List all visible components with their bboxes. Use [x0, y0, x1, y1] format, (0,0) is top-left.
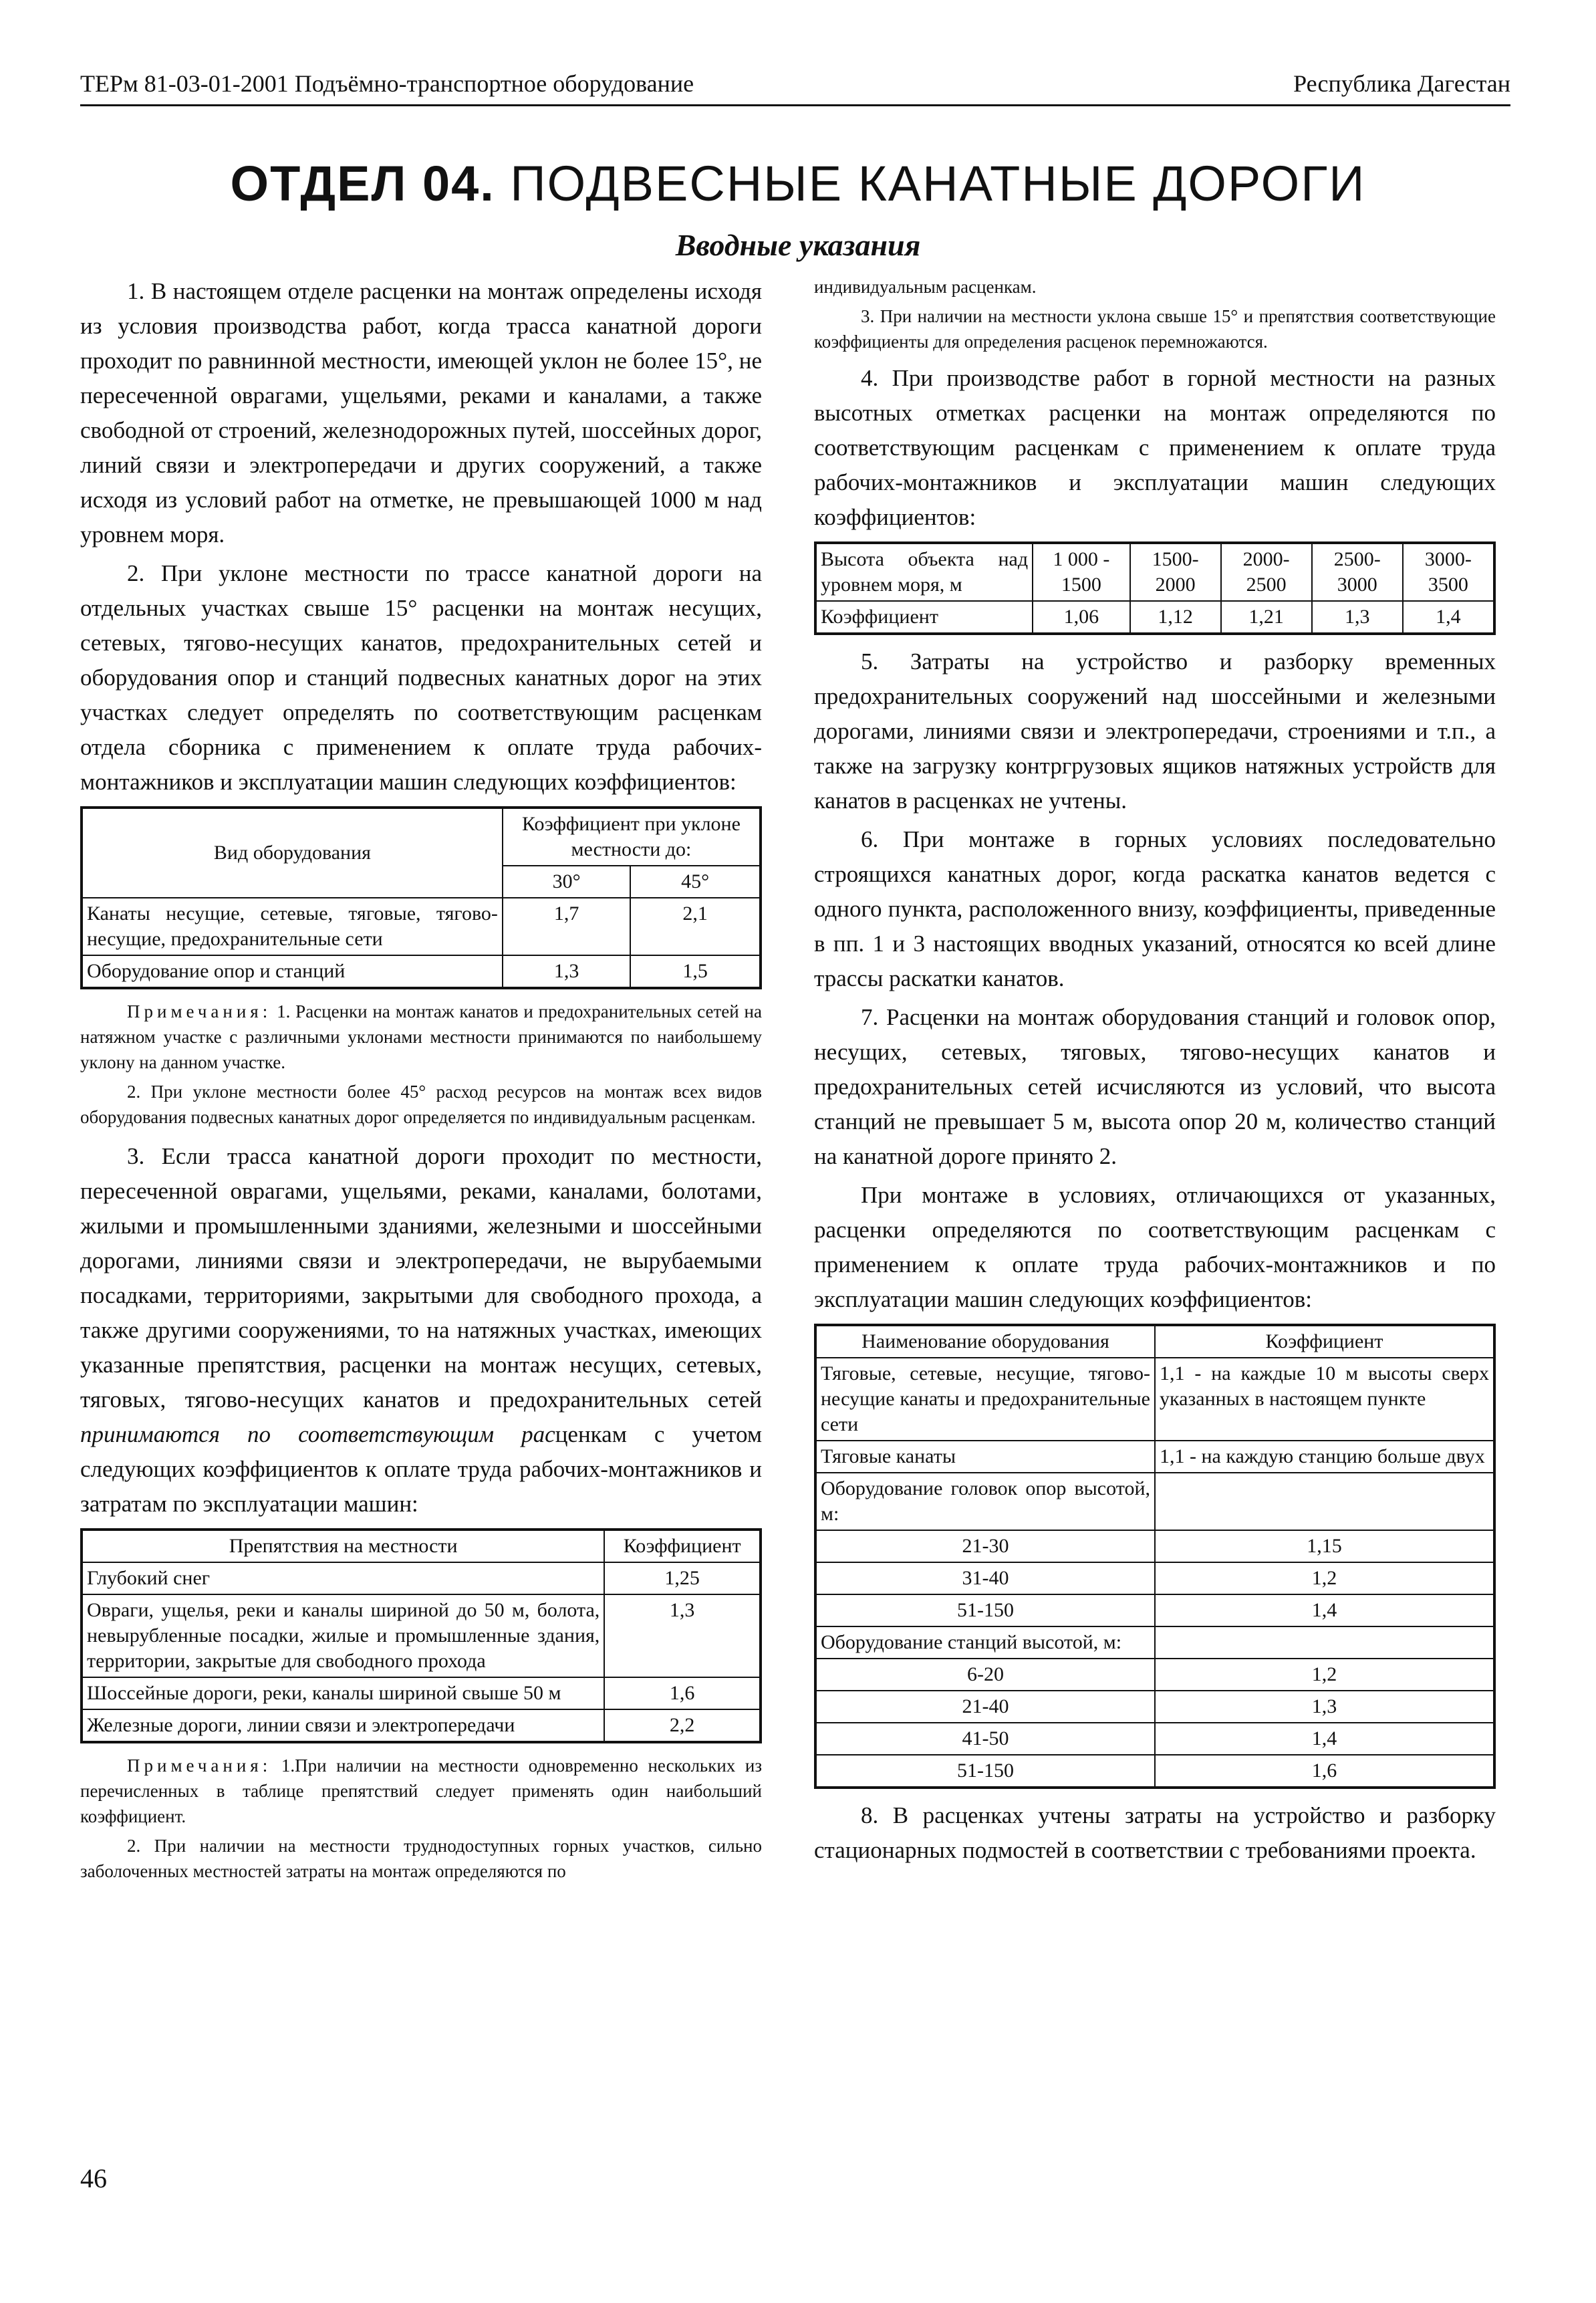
- table-cell: 1 000 - 1500: [1033, 543, 1129, 601]
- table-header-30: 30°: [503, 866, 630, 898]
- table-cell: 1,5: [630, 955, 761, 988]
- table-cell: Тяговые, сетевые, несущие, тягово-несущие канаты и предохранительные сети: [815, 1358, 1155, 1441]
- table-cell: 1,2: [1155, 1562, 1494, 1594]
- table-cell: 2500- 3000: [1312, 543, 1403, 601]
- table-row: [82, 1677, 761, 1709]
- table-row: [82, 1709, 761, 1742]
- paragraph-3-text-b: ценкам с учетом следующих коэффициентов к оплате труда рабочих-монтажников и затратам по эксплуатации машин:: [80, 1421, 762, 1517]
- table-cell: 3000- 3500: [1403, 543, 1494, 601]
- table-row: [82, 1562, 761, 1594]
- table-row: [815, 1530, 1494, 1562]
- note-2-2: 2. При наличии на местности труднодоступных горных участков, сильно заболоченных местностей затраты на монтаж определяются по: [80, 1836, 762, 1881]
- paragraph-6: 6. При монтаже в горных условиях последовательно строящихся канатных дорог, когда раскатка канатов ведется с одного пункта, расположенного внизу, коэффициенты, приведенные в пп. 1 и 3 настоящих вводных указаний, относятся ко всей длине трассы раскатки канатов.: [814, 826, 1496, 991]
- paragraph-7: 7. Расценки на монтаж оборудования станций и головок опор, несущих, сетевых, тяговых, тягово-несущих канатов и предохранительных сетей исчисляются из условий, что высота станций не превышает 5 м, высота опор 20 м, количество станций на канатной дороге принято 2.: [814, 1004, 1496, 1169]
- equipment-coefficient-table: [814, 1324, 1496, 1789]
- table-cell: 21-30: [815, 1530, 1155, 1562]
- table-row: [815, 1358, 1494, 1441]
- section-title: [0, 155, 1596, 212]
- table-cell: 1,4: [1155, 1723, 1494, 1755]
- table-cell: 1,6: [1155, 1755, 1494, 1788]
- table-cell: [1155, 1473, 1494, 1530]
- table-cell: 1,3: [1312, 601, 1403, 634]
- table-cell: Шоссейные дороги, реки, каналы шириной свыше 50 м: [82, 1677, 604, 1709]
- table-header-obstacle: Препятствия на местности: [82, 1530, 604, 1562]
- table-cell: 51-150: [815, 1755, 1155, 1788]
- table-cell: 1,15: [1155, 1530, 1494, 1562]
- table-row: [815, 1659, 1494, 1691]
- section-title-text: ПОДВЕСНЫЕ КАНАТНЫЕ ДОРОГИ: [495, 156, 1366, 211]
- table-header-coef: Коэффициент при уклоне местности до:: [503, 808, 761, 866]
- note-1-2: 2. При уклоне местности более 45° расход ресурсов на монтаж всех видов оборудования подвесных канатных дорог определяется по индивидуальным расценкам.: [80, 1082, 762, 1127]
- table-header-altitude: Высота объекта над уровнем моря, м: [815, 543, 1033, 601]
- table-cell: 1,1 - на каждую станцию больше двух: [1155, 1441, 1494, 1473]
- table-cell: 1,3: [1155, 1691, 1494, 1723]
- table-cell: 1,4: [1155, 1594, 1494, 1626]
- table-row: [815, 1691, 1494, 1723]
- section-subtitle: Вводные указания: [675, 228, 921, 262]
- page-header: [80, 64, 1510, 106]
- table-cell: 1,4: [1403, 601, 1494, 634]
- table-cell: 1,12: [1130, 601, 1221, 634]
- table-row: [815, 1441, 1494, 1473]
- table-row: [815, 1594, 1494, 1626]
- table-cell: 1,6: [604, 1677, 761, 1709]
- slope-coefficient-table: [80, 806, 762, 989]
- table-row: [815, 1562, 1494, 1594]
- table-header-coef: Коэффициент: [604, 1530, 761, 1562]
- note-1-1: [80, 999, 762, 1075]
- table-row: [815, 543, 1494, 601]
- table-row: [815, 1755, 1494, 1788]
- table-cell: 2000- 2500: [1221, 543, 1312, 601]
- table-cell: Оборудование опор и станций: [82, 955, 503, 988]
- table-cell: 41-50: [815, 1723, 1155, 1755]
- table-row: [815, 601, 1494, 634]
- note-text: 1. Расценки на монтаж канатов и предохранительных сетей на натяжном участке с различными уклонами местности принимаются по наибольшему уклону на данном участке.: [80, 1001, 762, 1072]
- table-cell: 1,21: [1221, 601, 1312, 634]
- note-continuation: индивидуальным расценкам.: [814, 277, 1037, 297]
- table-header-coef: Коэффициент: [1155, 1325, 1494, 1358]
- table-row: [815, 1723, 1494, 1755]
- note-label: Примечания:: [127, 1755, 272, 1776]
- table-cell: 1,7: [503, 898, 630, 955]
- table-cell: [1155, 1626, 1494, 1659]
- table-cell: Канаты несущие, сетевые, тяговые, тягово-несущие, предохранительные сети: [82, 898, 503, 955]
- table-row: [82, 898, 761, 955]
- paragraph-1: 1. В настоящем отделе расценки на монтаж определены исходя из условия производства работ, когда трасса канатной дороги проходит по равнинной местности, имеющей уклон не более 15°, не пересеченной оврагами, ущельями, реками и каналами, а также свободной от строений, железнодорожных путей, шоссейных дорог, линий связи и электропередачи и других сооружений, а также исходя из условий работ на отметке, не превышающей 1000 м над уровнем моря.: [80, 278, 762, 548]
- page-number: 46: [80, 2163, 107, 2193]
- table-cell: 6-20: [815, 1659, 1155, 1691]
- altitude-coefficient-table: [814, 541, 1496, 635]
- paragraph-5: 5. Затраты на устройство и разборку временных предохранительных сооружений над шоссейными и железными дорогами, линиями связи и электропередачи, строениями и т.п., а также на загрузку контргрузовых ящиков натяжных устройств для канатов в расценках не учтены.: [814, 648, 1496, 814]
- table-cell: 1500- 2000: [1130, 543, 1221, 601]
- table-row-label: Коэффициент: [815, 601, 1033, 634]
- table-cell: 1,3: [503, 955, 630, 988]
- left-column: [80, 274, 762, 1888]
- table-cell: 51-150: [815, 1594, 1155, 1626]
- table-cell: Тяговые канаты: [815, 1441, 1155, 1473]
- table-row: [815, 1626, 1494, 1659]
- paragraph-4: 4. При производстве работ в горной местности на разных высотных отметках расценки на монтаж определяются по соответствующим расценкам с применением к оплате труда рабочих-монтажников и эксплуатации машин следующих коэффициентов:: [814, 365, 1496, 530]
- table-cell: 1,25: [604, 1562, 761, 1594]
- note-label: Примечания:: [127, 1001, 272, 1021]
- paragraph-2: 2. При уклоне местности по трассе канатной дороги на отдельных участках свыше 15° расценки на монтаж несущих, сетевых, тягово-несущих канатов, предохранительных сетей и оборудования опор и станций подвесных канатных дорог на этих участках следует определять по соответствующим расценкам отдела сборника с применением к оплате труда рабочих-монтажников и эксплуатации машин следующих коэффициентов:: [80, 560, 762, 795]
- table-cell: Глубокий снег: [82, 1562, 604, 1594]
- table-header-name: Наименование оборудования: [815, 1325, 1155, 1358]
- table-header-type: Вид оборудования: [82, 808, 503, 898]
- paragraph-3-text-italic: принимаются по соответствующим рас: [80, 1421, 555, 1447]
- paragraph-7b: При монтаже в условиях, отличающихся от указанных, расценки определяются по соответствующим расценкам с применением к оплате труда рабочих-монтажников и по эксплуатации машин следующих коэффициентов:: [814, 1182, 1496, 1312]
- paragraph-3-text-a: 3. Если трасса канатной дороги проходит по местности, пересеченной оврагами, ущельями, реками, каналами, болотами, жилыми и промышленными зданиями, железными и шоссейными дорогами, линиями связи и электропередачи, не вырубаемыми посадками, территориями, закрытыми для свободного прохода, а также другими сооружениями, то на натяжных участках, имеющих указанные препятствия, расценки на монтаж несущих, сетевых, тяговых, тягово-несущих канатов и предохранительных сетей: [80, 1143, 762, 1413]
- table-row: [82, 955, 761, 988]
- table-cell: Овраги, ущелья, реки и каналы шириной до 50 м, болота, невырубленные посадки, жилые и промышленные здания, территории, закрытые для свободного прохода: [82, 1594, 604, 1677]
- table-group-label: Оборудование головок опор высотой, м:: [815, 1473, 1155, 1530]
- table-cell: 1,1 - на каждые 10 м высоты сверх указанных в настоящем пункте: [1155, 1358, 1494, 1441]
- table-cell: 1,3: [604, 1594, 761, 1677]
- table-header-45: 45°: [630, 866, 761, 898]
- table-row: [815, 1473, 1494, 1530]
- header-doc-code: ТЕРм 81-03-01-2001 Подъёмно-транспортное оборудование: [80, 70, 694, 97]
- table-group-label: Оборудование станций высотой, м:: [815, 1626, 1155, 1659]
- note-2-1: [80, 1753, 762, 1829]
- section-title-number: ОТДЕЛ 04.: [230, 156, 495, 211]
- table-row: [82, 1594, 761, 1677]
- table-cell: 31-40: [815, 1562, 1155, 1594]
- paragraph-3: [80, 1139, 762, 1522]
- table-cell: 1,06: [1033, 601, 1129, 634]
- table-cell: 21-40: [815, 1691, 1155, 1723]
- obstacle-coefficient-table: [80, 1528, 762, 1743]
- right-column: [814, 274, 1496, 1872]
- note-text: 1.При наличии на местности одновременно нескольких из перечисленных в таблице препятствий следует применять один наибольший коэффициент.: [80, 1755, 762, 1826]
- note-3: 3. При наличии на местности уклона свыше 15° и препятствия соответствующие коэффициенты для определения расценок перемножаются.: [814, 306, 1496, 352]
- table-cell: 2,1: [630, 898, 761, 955]
- header-region: Республика Дагестан: [1293, 70, 1510, 97]
- table-cell: 2,2: [604, 1709, 761, 1742]
- paragraph-8: 8. В расценках учтены затраты на устройство и разборку стационарных подмостей в соответствии с требованиями проекта.: [814, 1802, 1496, 1863]
- table-cell: 1,2: [1155, 1659, 1494, 1691]
- table-cell: Железные дороги, линии связи и электропередачи: [82, 1709, 604, 1742]
